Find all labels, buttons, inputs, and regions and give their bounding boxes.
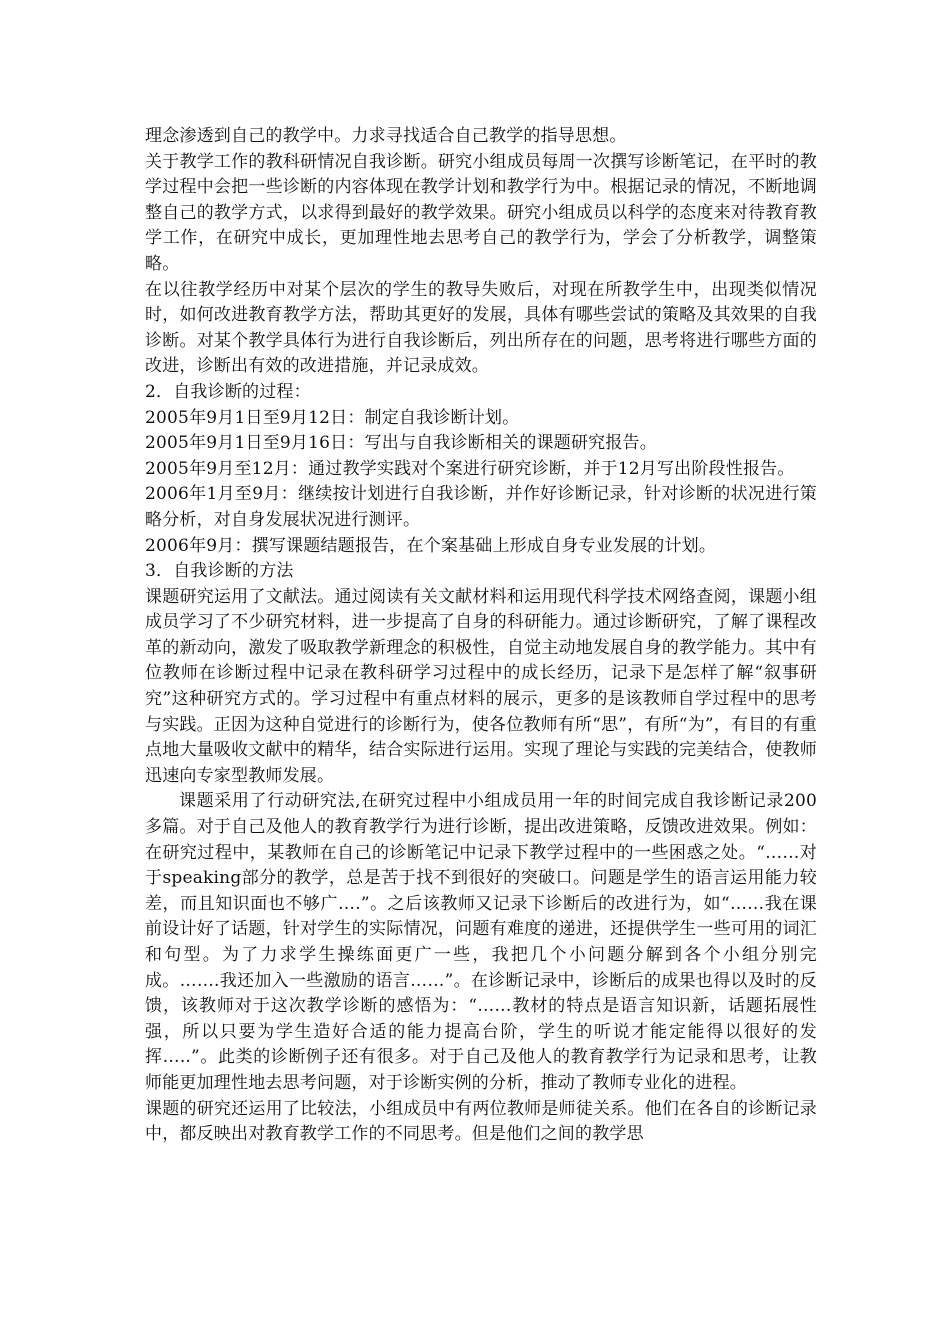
paragraph-comparison-method: 课题的研究还运用了比较法，小组成员中有两位教师是师徒关系。他们在各自的诊断记录中，都反映出对教育教学工作的不同思考。但是他们之间的教学思 [145,1098,817,1145]
timeline-item: 2006年1月至9月：继续按计划进行自我诊断，并作好诊断记录，针对诊断的状况进行策略分析，对自身发展状况进行测评。 [145,484,817,530]
timeline-item: 2006年9月：撰写课题结题报告，在个案基础上形成自身专业发展的计划。 [145,535,717,556]
timeline-item: 2005年9月至12月：通过教学实践对个案进行研究诊断，并于12月写出阶段性报告。 [145,458,795,479]
paragraph-past-experience: 在以往教学经历中对某个层次的学生的教导失败后，对现在所教学生中，出现类似情况时，如何改进教育教学方法，帮助其更好的发展，具体有哪些尝试的策略及其效果的自我诊断。对某个教学具体行为进行自我诊断后，列出所存在的问题，思考将进行哪些方面的改进，诊断出有效的改进措施，并记录成效。 [145,279,817,377]
paragraph-research-diagnosis: 关于教学工作的教科研情况自我诊断。研究小组成员每周一次撰写诊断笔记，在平时的教学过程中会把一些诊断的内容体现在教学计划和教学行为中。根据记录的情况，不断地调整自己的教学方式，以求得到最好的教学效果。研究小组成员以科学的态度来对待教育教学工作，在研究中成长，更加理性地去思考自己的教学行为，学会了分析教学，调整策略。 [145,151,817,274]
timeline-item: 2005年9月1日至9月16日：写出与自我诊断相关的课题研究报告。 [145,433,657,454]
heading-diagnosis-process: 2．自我诊断的过程： [145,381,311,402]
paragraph-philosophy: 理念渗透到自己的教学中。力求寻找适合自己教学的指导思想。 [145,126,627,146]
paragraph-literature-method: 课题研究运用了文献法。通过阅读有关文献材料和运用现代科学技术网络查阅，课题小组成员学习了不少研究材料，进一步提高了自身的科研能力。通过诊断研究，了解了课程改革的新动向，激发了吸取教学新理念的积极性，自觉主动地发展自身的教学能力。其中有位教师在诊断过程中记录在教科研学习过程中的成长经历，记录下是怎样了解“叙事研究”这种研究方式的。学习过程中有重点材料的展示，更多的是该教师自学过程中的思考与实践。正因为这种自觉进行的诊断行为，使各位教师有所“思”，有所“为”，有目的有重点地大量吸收文献中的精华，结合实际进行运用。实现了理论与实践的完美结合，使教师迅速向专家型教师发展。 [145,586,817,786]
timeline-item: 2005年9月1日至9月12日：制定自我诊断计划。 [145,407,520,428]
document-page [145,124,817,1148]
paragraph-action-research: 课题采用了行动研究法,在研究过程中小组成员用一年的时间完成自我诊断记录200多篇。对于自己及他人的教育教学行为进行诊断，提出改进策略，反馈改进效果。例如：在研究过程中，某教师在自己的诊断笔记中记录下教学过程中的一些困惑之处。“……对于speaking部分的教学，总是苦于找不到很好的突破口。问题是学生的语言运用能力较差，而且知识面也不够广….”。之后该教师又记录下诊断后的改进行为，如“……我在课前设计好了话题，针对学生的实际情况，问题有难度的递进，还提供学生一些可用的词汇和句型。为了力求学生操练面更广一些，我把几个小问题分解到各个小组分别完成。…….我还加入一些激励的语言……”。在诊断记录中，诊断后的成果也得以及时的反馈，该教师对于这次教学诊断的感悟为：“……教材的特点是语言知识新，话题拓展性强，所以只要为学生造好合适的能力提高台阶，学生的听说才能定能得以很好的发挥…..”。此类的诊断例子还有很多。对于自己及他人的教育教学行为记录和思考，让教师能更加理性地去思考问题，对于诊断实例的分析，推动了教师专业化的进程。 [145,791,817,1093]
heading-diagnosis-methods: 3．自我诊断的方法 [145,561,294,582]
